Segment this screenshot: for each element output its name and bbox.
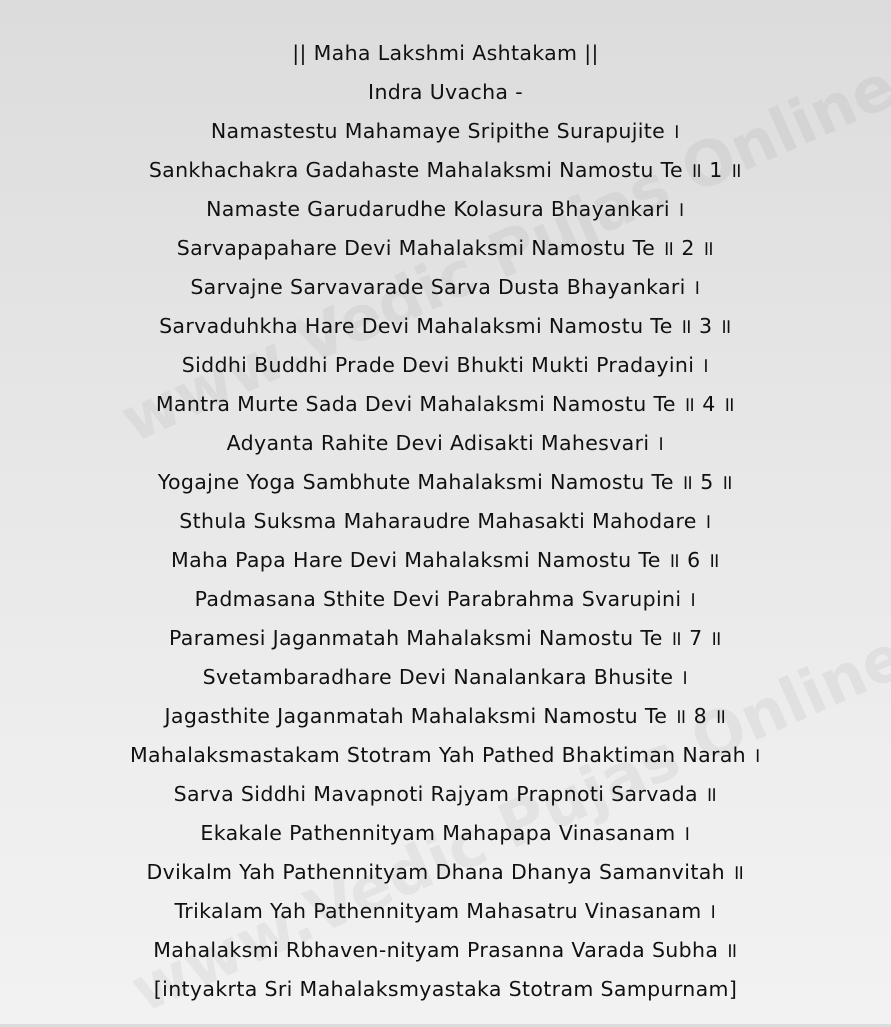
verse-line: Dvikalm Yah Pathennityam Dhana Dhanya Samanvitah ॥ (146, 860, 745, 884)
verse-line: Sarvaduhkha Hare Devi Mahalaksmi Namostu Te ॥ 3 ॥ (159, 314, 732, 338)
verse-line: Svetambaradhare Devi Nanalankara Bhusite । (202, 665, 689, 689)
verse-line: Namaste Garudarudhe Kolasura Bhayankari । (206, 197, 685, 221)
verse-line: Sthula Suksma Maharaudre Mahasakti Mahodare । (179, 509, 712, 533)
verse-line: Adyanta Rahite Devi Adisakti Mahesvari । (226, 431, 665, 455)
verse-line: Sarvajne Sarvavarade Sarva Dusta Bhayankari । (190, 275, 701, 299)
stotram-subtitle: Indra Uvacha - (368, 80, 523, 104)
verse-line: Namastestu Mahamaye Sripithe Surapujite । (210, 119, 681, 143)
verse-line: Trikalam Yah Pathennityam Mahasatru Vinasanam । (174, 899, 717, 923)
stotram-title: || Maha Lakshmi Ashtakam || (292, 41, 599, 65)
verse-line: Mahalaksmi Rbhaven-nityam Prasanna Varada Subha ॥ (153, 938, 738, 962)
verse-line: Mantra Murte Sada Devi Mahalaksmi Namostu Te ॥ 4 ॥ (155, 392, 736, 416)
verse-line: Sarvapapahare Devi Mahalaksmi Namostu Te ॥ 2 ॥ (176, 236, 715, 260)
verse-line: Paramesi Jaganmatah Mahalaksmi Namostu Te ॥ 7 ॥ (169, 626, 722, 650)
verse-line: Mahalaksmastakam Stotram Yah Pathed Bhaktiman Narah । (129, 743, 762, 767)
verse-line: Ekakale Pathennityam Mahapapa Vinasanam । (200, 821, 691, 845)
stotram-colophon: [intyakrta Sri Mahalaksmyastaka Stotram Sampurnam] (153, 977, 738, 1001)
verse-line: Maha Papa Hare Devi Mahalaksmi Namostu Te ॥ 6 ॥ (171, 548, 720, 572)
verse-line: Sankhachakra Gadahaste Mahalaksmi Namostu Te ॥ 1 ॥ (148, 158, 743, 182)
verse-line: Siddhi Buddhi Prade Devi Bhukti Mukti Pradayini । (181, 353, 710, 377)
verse-line: Sarva Siddhi Mavapnoti Rajyam Prapnoti Sarvada ॥ (173, 782, 718, 806)
verse-line: Jagasthite Jaganmatah Mahalaksmi Namostu Te ॥ 8 ॥ (164, 704, 727, 728)
verse-line: Yogajne Yoga Sambhute Mahalaksmi Namostu Te ॥ 5 ॥ (157, 470, 734, 494)
verse-line: Padmasana Sthite Devi Parabrahma Svarupini । (194, 587, 697, 611)
